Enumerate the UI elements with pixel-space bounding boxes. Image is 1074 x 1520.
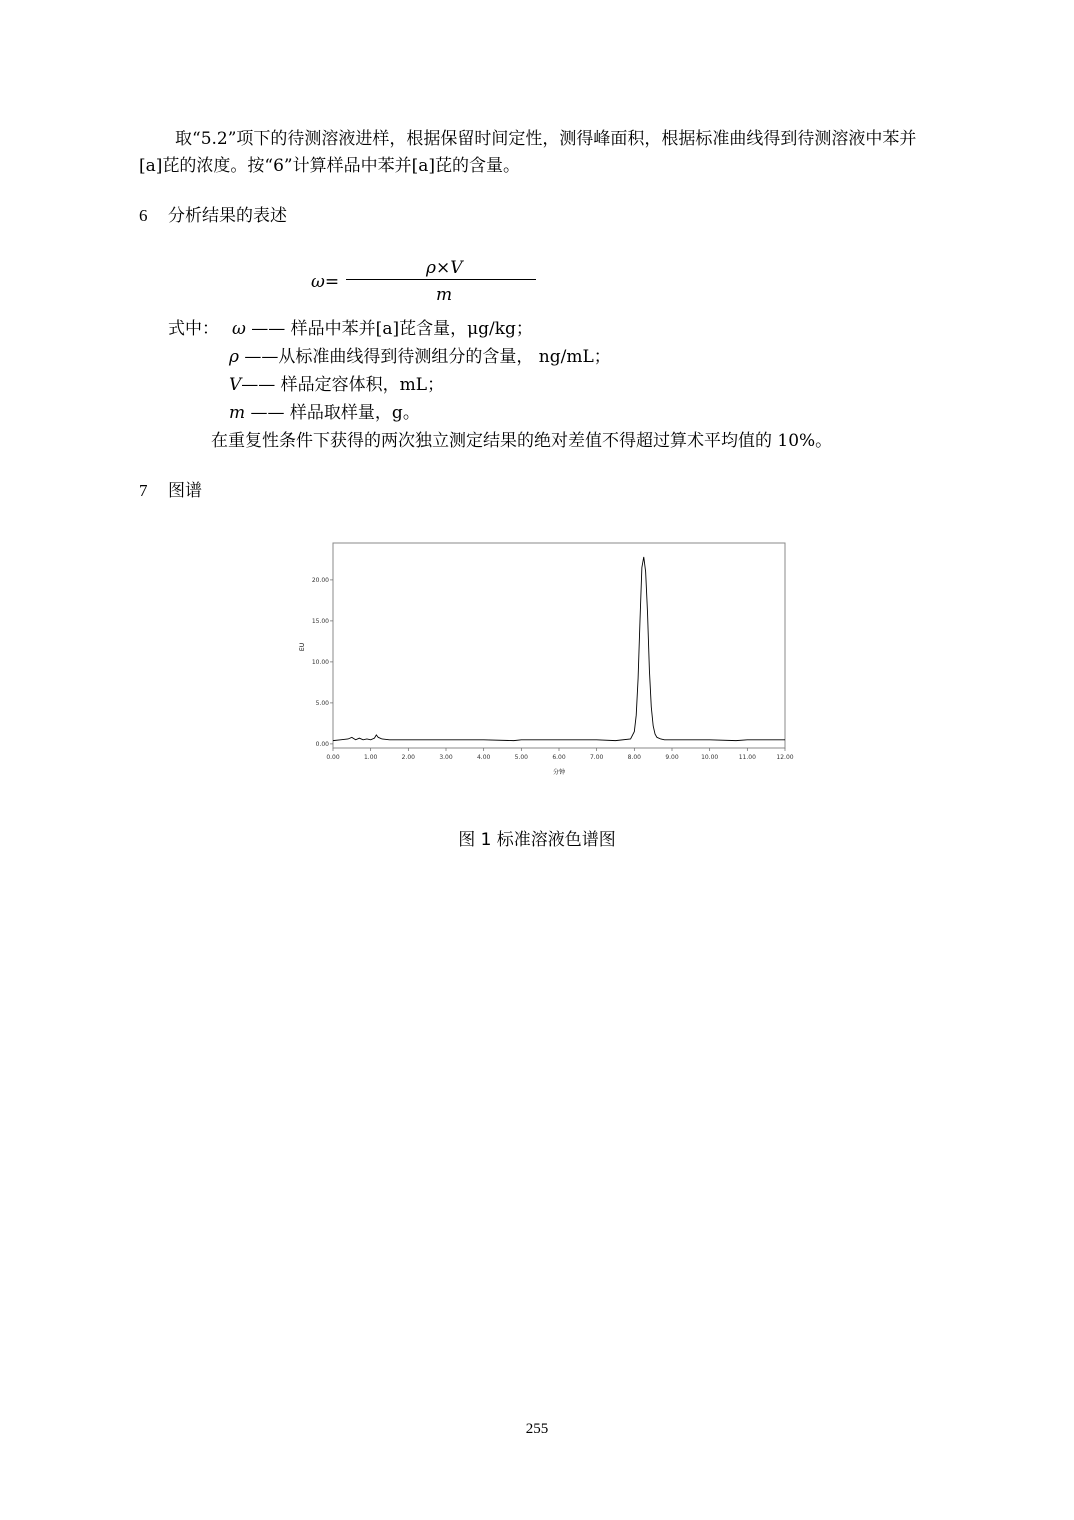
definition-m: m —— 样品取样量，g。 [229, 403, 420, 423]
where-label: 式中： [168, 319, 219, 339]
definition-omega: ω —— 样品中苯并[a]芘含量，μg/kg； [232, 319, 533, 339]
y-axis-ticks [312, 577, 333, 748]
x-tick-label: 10.00 [701, 754, 719, 761]
x-tick-label: 7.00 [589, 754, 604, 761]
plot-frame [333, 543, 785, 748]
intro-paragraph: 取“5.2”项下的待测溶液进样，根据保留时间定性，测得峰面积，根据标准曲线得到待测溶液中苯并[a]芘的浓度。按“6”计算样品中苯并[a]芘的含量。 [139, 129, 917, 176]
x-tick-label: 3.00 [439, 754, 453, 761]
figure-caption: 图 1 标准溶液色谱图 [458, 830, 616, 850]
y-tick-label: 20.00 [311, 576, 329, 584]
chromatogram-trace [333, 557, 785, 741]
x-tick-label: 12.00 [776, 754, 794, 761]
x-tick-label: 11.00 [738, 754, 756, 761]
x-tick-label: 8.00 [627, 754, 642, 761]
y-tick-label: 5.00 [315, 699, 329, 707]
chromatogram-chart [290, 535, 800, 780]
repeatability-statement: 在重复性条件下获得的两次独立测定结果的绝对差值不得超过算术平均值的 10%。 [211, 431, 833, 451]
x-tick-label: 1.00 [363, 754, 378, 761]
x-tick-label: 2.00 [401, 754, 416, 761]
x-tick-label: 5.00 [514, 754, 529, 761]
section-7-heading: 7 图谱 [139, 481, 202, 501]
x-tick-label: 4.00 [476, 754, 491, 761]
x-tick-label: 6.00 [552, 754, 566, 761]
y-tick-label: 0.00 [315, 740, 329, 748]
formula-lhs: ω= [311, 272, 340, 292]
x-axis-ticks [326, 748, 793, 761]
definition-rho: ρ ——从标准曲线得到待测组分的含量， ng/mL； [229, 347, 611, 367]
formula-denominator: m [436, 285, 453, 305]
y-tick-label: 10.00 [311, 658, 329, 666]
y-tick-label: 15.00 [311, 617, 329, 625]
x-tick-label: 9.00 [665, 754, 679, 761]
y-axis-label: EU [299, 642, 306, 652]
x-axis-label: 分钟 [552, 769, 566, 776]
formula-numerator: ρ×V [426, 258, 463, 278]
definition-v: V—— 样品定容体积，mL； [229, 375, 445, 395]
x-tick-label: 0.00 [326, 754, 340, 761]
page-number: 255 [525, 1421, 549, 1437]
section-6-heading: 6 分析结果的表述 [139, 206, 287, 226]
fraction-bar [346, 279, 536, 280]
